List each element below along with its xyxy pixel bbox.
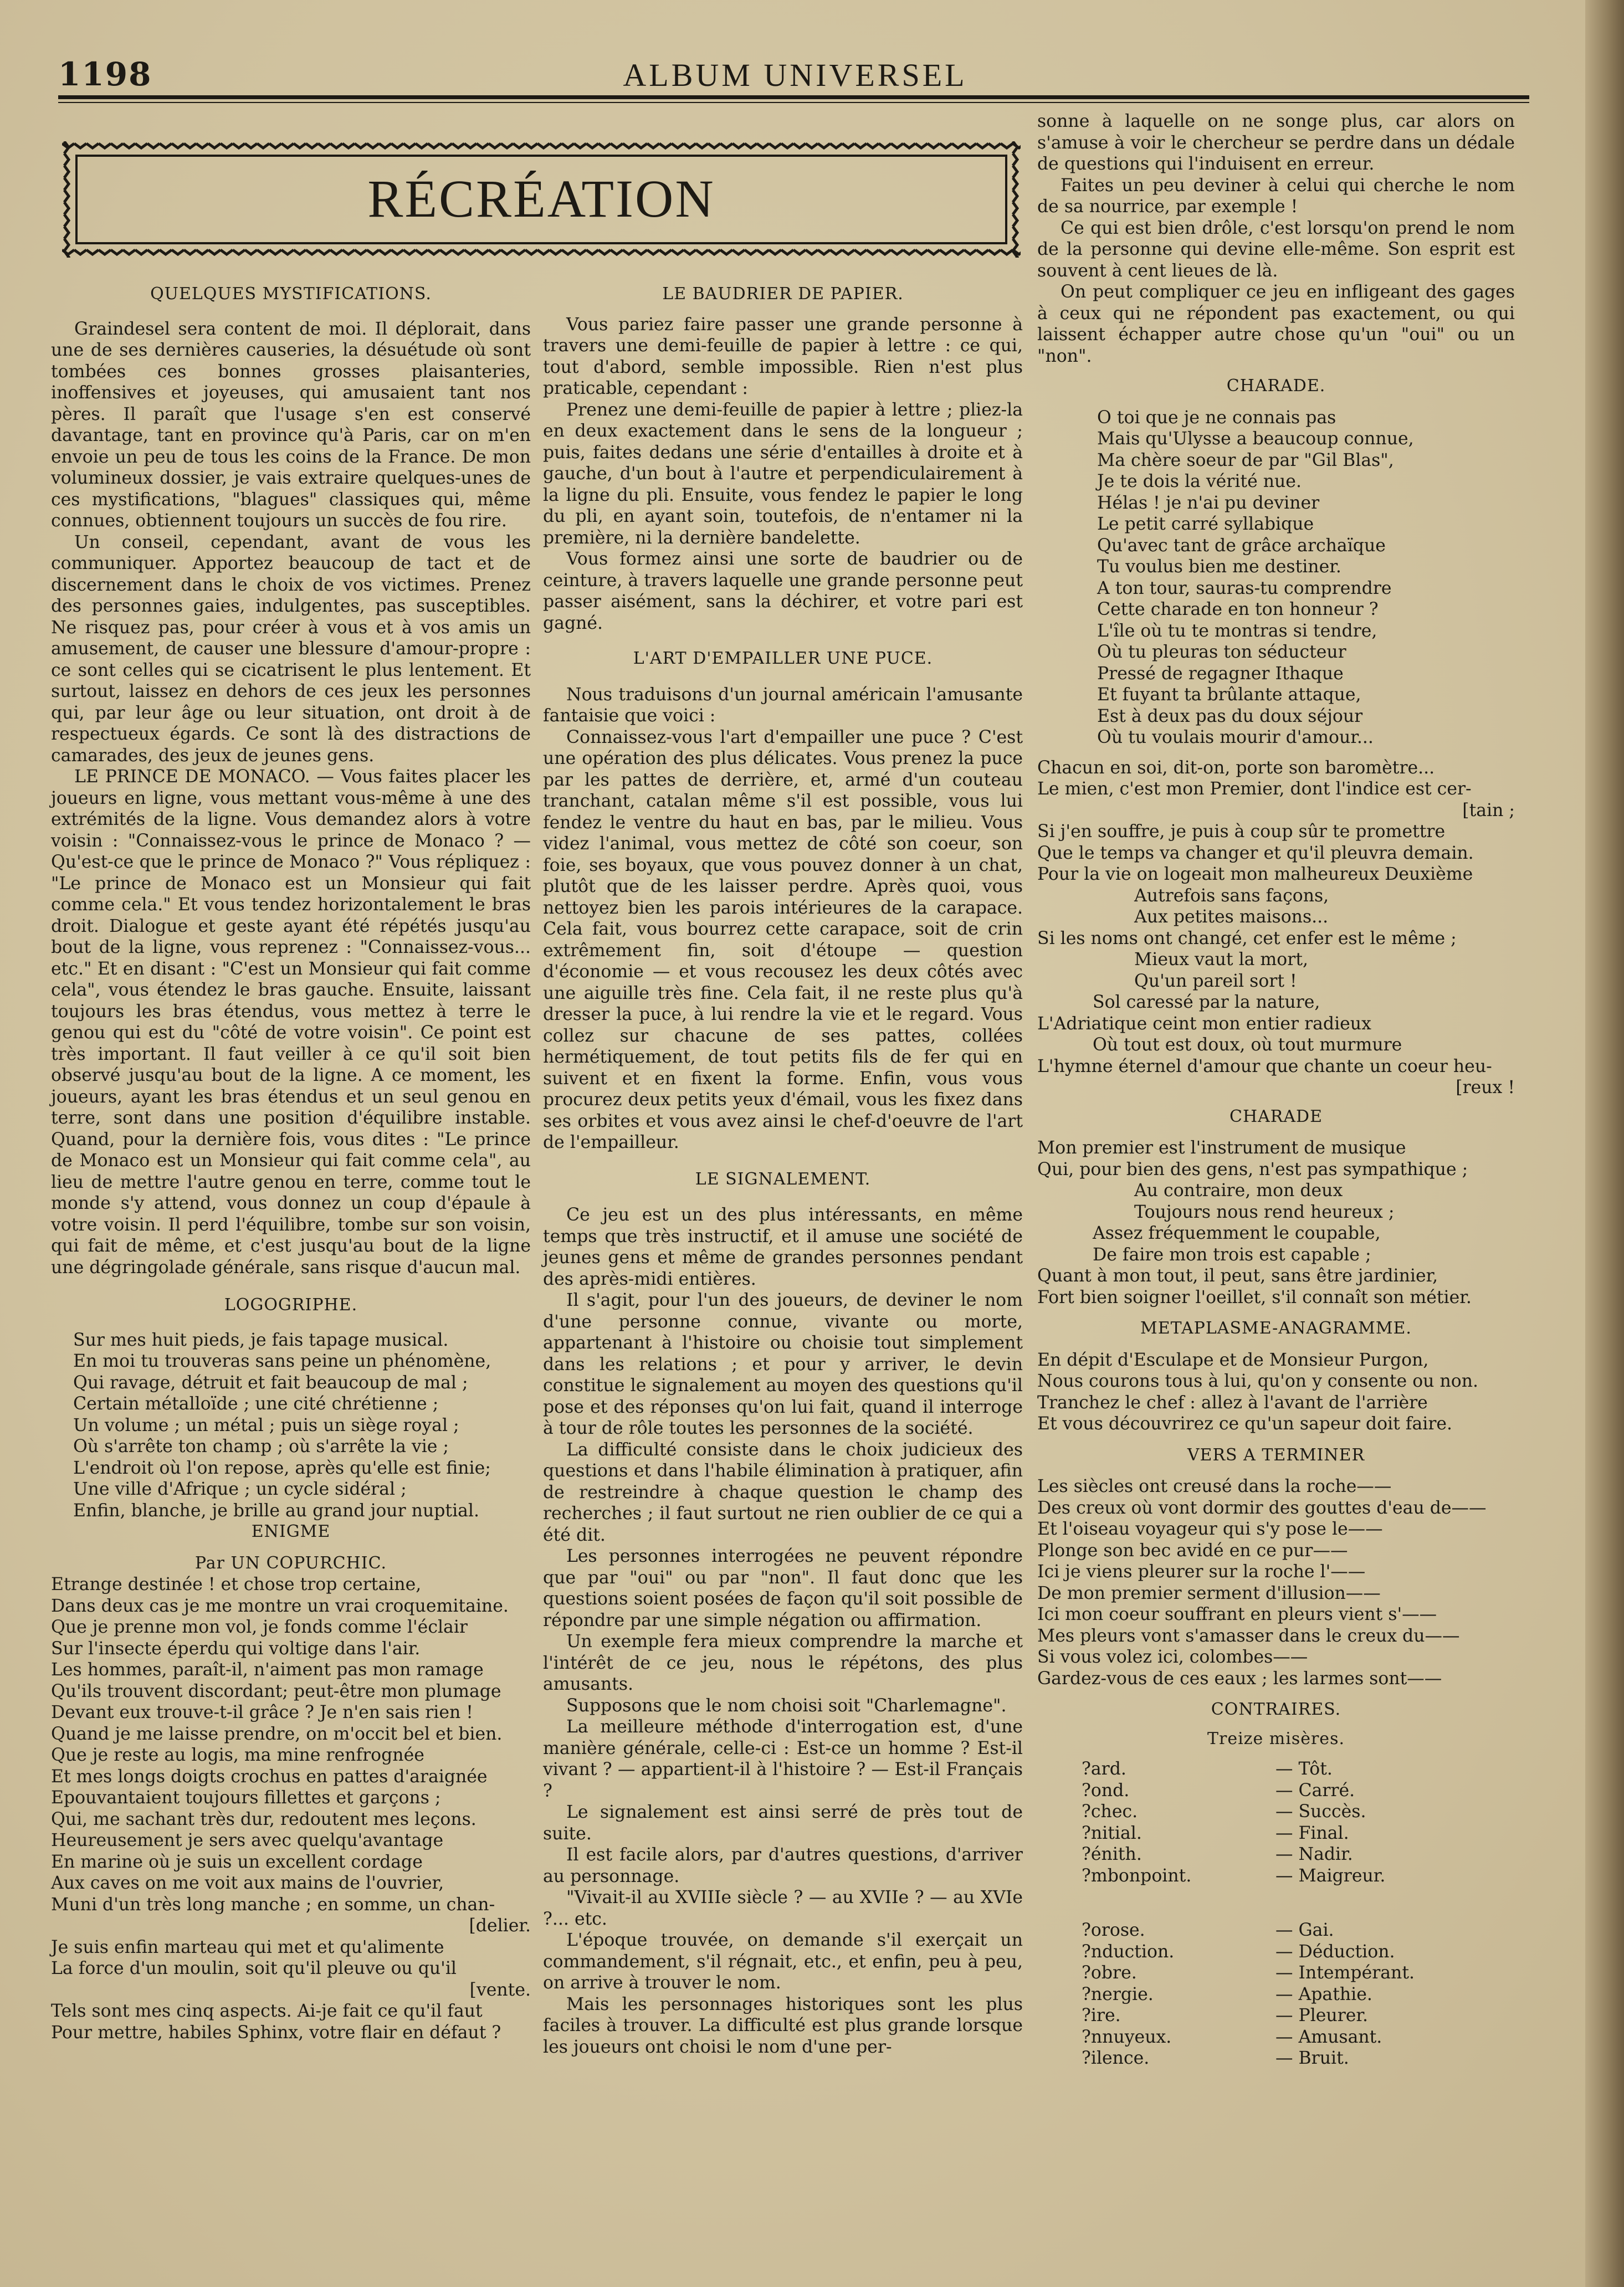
paragraph: "Vivait-il au XVIIIe siècle ? — au XVIIe ? — au XVIe ?... etc. <box>543 1888 1023 1929</box>
verse-line: Où tu voulais mourir d'amour... <box>1097 727 1374 747</box>
verse-line: Mes pleurs vont s'amasser dans le creux du—— <box>1037 1625 1460 1646</box>
verse-line: Si les noms ont changé, cet enfer est le même ; <box>1037 928 1457 948</box>
verse-line: Mieux vaut la mort, <box>1134 950 1309 970</box>
verse-line: Où tout est doux, où tout murmure <box>1093 1035 1402 1055</box>
paragraph: Ce jeu est un des plus intéressants, en même temps que très instructif, et il amuse une société de jeunes gens et même de grandes personnes pendant des après-midi entières. <box>543 1205 1023 1289</box>
verse-line: Ici je viens pleurer sur la roche l'—— <box>1037 1562 1366 1582</box>
verse-line: Quand je me laisse prendre, on m'occit bel et bien. <box>51 1724 503 1744</box>
page-spine-shadow <box>1585 0 1624 2287</box>
heading-metaplasme: METAPLASME-ANAGRAMME. <box>1140 1319 1412 1338</box>
acrostic-word: ?ilence. <box>1082 2048 1150 2068</box>
acrostic-word: ?ond. <box>1082 1780 1130 1801</box>
verse-line: En dépit d'Esculape et de Monsieur Purgon, <box>1037 1350 1429 1370</box>
verse-line: Au contraire, mon deux <box>1134 1181 1343 1201</box>
verse-line: Tels sont mes cinq aspects. Ai-je fait ce qu'il faut <box>51 2001 483 2021</box>
paragraph: Les personnes interrogées ne peuvent répondre que par "oui" ou par "non". Il faut donc que les questions soient posées de façon qu'il soit possible de répondre par une simple négation ou affirmation. <box>543 1546 1023 1630</box>
verse-line: Mon premier est l'instrument de musique <box>1037 1138 1406 1158</box>
acrostic-word: ?mbonpoint. <box>1082 1865 1192 1886</box>
heading-puce: L'ART D'EMPAILLER UNE PUCE. <box>633 649 933 668</box>
verse-line: Je te dois la vérité nue. <box>1097 471 1302 491</box>
journal-title: ALBUM UNIVERSEL <box>623 57 967 93</box>
paragraph: Graindesel sera content de moi. Il déplorait, dans une de ses dernières causeries, la désuétude où sont tombées ces bonnes grosses plaisanteries, inoffensives et joyeuses, qui amusaient tant nos pères. Il paraît que l'usage s'en est conservé davantage, tant en province qu'à Paris, car on m'en envoie un peu de tous les coins de la France. De mon volumineux dossier, je vais extraire quelques-unes de ces mystifications, "blagues" classiques qui, même connues, obtiennent toujours un succès de fou rire. <box>51 319 531 531</box>
heading-logogriphe: LOGOGRIPHE. <box>224 1295 358 1315</box>
verse-line: Et fuyant ta brûlante attaque, <box>1097 685 1361 705</box>
acrostic-opposite: — Bruit. <box>1275 2048 1349 2068</box>
verse-line: Epouvantaient toujours fillettes et garçons ; <box>51 1788 441 1808</box>
verse-line: Heureusement je sers avec quelqu'avantage <box>51 1830 444 1850</box>
verse-line: Qu'avec tant de grâce archaïque <box>1097 535 1386 556</box>
verse-line: Aux petites maisons... <box>1134 907 1329 927</box>
acrostic-word: ?ard. <box>1082 1759 1126 1779</box>
acrostic-word: ?chec. <box>1082 1802 1138 1822</box>
page-header <box>58 55 1532 94</box>
verse-line: Autrefois sans façons, <box>1134 885 1329 906</box>
acrostic-word: ?nduction. <box>1082 1941 1175 1962</box>
verse-line: En moi tu trouveras sans peine un phénomène, <box>73 1351 491 1371</box>
verse-line: Que je prenne mon vol, je fonds comme l'éclair <box>51 1617 468 1637</box>
verse-line: Assez fréquemment le coupable, <box>1093 1223 1381 1243</box>
paragraph: Le signalement est ainsi serré de près tout de suite. <box>543 1802 1023 1844</box>
verse-line: De faire mon trois est capable ; <box>1093 1244 1371 1265</box>
acrostic-word: ?nitial. <box>1082 1823 1142 1843</box>
acrostic-opposite: — Carré. <box>1275 1780 1355 1801</box>
verse-line: Mais qu'Ulysse a beaucoup connue, <box>1097 429 1414 449</box>
verse-line: De mon premier serment d'illusion—— <box>1037 1583 1381 1603</box>
verse-line: L'hymne éternel d'amour que chante un coeur heu- <box>1037 1056 1492 1076</box>
heading-signalement: LE SIGNALEMENT. <box>695 1169 871 1189</box>
paragraph: Prenez une demi-feuille de papier à lettre ; pliez-la en deux exactement dans le sens de la longueur ; puis, faites dedans une série d'entailles à droite et à gauche, d'un bout à l'autre et perpendiculairement à la ligne du pli. Ensuite, vous fendez le papier le long du pli, en ayant soin, toutefois, de n'entamer ni la première, ni la dernière bandelette. <box>543 399 1023 548</box>
heading-enigme: ENIGME <box>251 1522 331 1541</box>
verse-line: Que le temps va changer et qu'il pleuvra demain. <box>1037 843 1474 863</box>
acrostic-word: ?ire. <box>1082 2006 1121 2026</box>
verse-line: Gardez-vous de ces eaux ; les larmes sont—— <box>1037 1668 1442 1689</box>
charade-verse-part2 <box>1037 757 1515 1099</box>
verse-line: Sol caressé par la nature, <box>1093 992 1320 1012</box>
metaplasme-verse <box>1037 1350 1515 1435</box>
paragraph: Ce qui est bien drôle, c'est lorsqu'on prend le nom de la personne qui devine elle-même. Son esprit est souvent à cent lieues de là. <box>1037 218 1515 281</box>
verse-line: Ici mon coeur souffrant en pleurs vient s'—— <box>1037 1604 1437 1624</box>
verse-line: Si j'en souffre, je puis à coup sûr te promettre <box>1037 822 1446 842</box>
verse-line: Le mien, c'est mon Premier, dont l'indice est cer- <box>1037 779 1472 799</box>
verse-line: Et mes longs doigts crochus en pattes d'araignée <box>51 1766 488 1787</box>
verse-line: Plonge son bec avidé en ce pur—— <box>1037 1540 1348 1561</box>
verse-line: Chacun en soi, dit-on, porte son baromètre... <box>1037 757 1435 778</box>
logogriphe-verse <box>73 1330 531 1522</box>
heading-charade-2: CHARADE <box>1229 1106 1323 1126</box>
enigme-verse <box>51 1574 531 2043</box>
column-2 <box>543 284 1023 2058</box>
acrostic-opposite: — Déduction. <box>1275 1941 1395 1962</box>
verse-line: Où s'arrête ton champ ; où s'arrête la vie ; <box>73 1437 449 1457</box>
acrostic-opposite: — Pleurer. <box>1275 2006 1369 2026</box>
acrostic-opposite: — Gai. <box>1275 1920 1334 1940</box>
verse-line: Qu'ils trouvent discordant; peut-être mon plumage <box>51 1681 501 1701</box>
verse-line: Hélas ! je n'ai pu deviner <box>1097 493 1320 513</box>
heading-baudrier: LE BAUDRIER DE PAPIER. <box>662 284 904 304</box>
acrostic-opposite: — Apathie. <box>1275 1984 1372 2004</box>
paragraph: Il s'agit, pour l'un des joueurs, de deviner le nom d'une personne connue, vivante ou morte, appartenant à l'histoire ou choisie tout simplement dans les relations ; et pour y arriver, le devin constitue le signalement au moyen des questions qu'il pose et des réponses qu'on lui fait, quand il interroge à tour de rôle toutes les personnes de la société. <box>543 1290 1023 1438</box>
verse-line: La force d'un moulin, soit qu'il pleuve ou qu'il <box>51 1958 457 1978</box>
verse-line: Les siècles ont creusé dans la roche—— <box>1037 1476 1392 1496</box>
paragraph: Mais les personnages historiques sont les plus faciles à trouver. La difficulté est plus grande lorsque les joueurs ont choisi le nom d'une per- <box>543 1994 1023 2057</box>
verse-line: Je suis enfin marteau qui met et qu'alimente <box>51 1937 444 1957</box>
verse-line: Tranchez le chef : allez à l'avant de l'arrière <box>1037 1392 1428 1413</box>
acrostic-word: ?orose. <box>1082 1920 1145 1940</box>
verse-line: [reux ! <box>1456 1078 1515 1098</box>
verse-line: Et vous découvrirez ce qu'un sapeur doit faire. <box>1037 1414 1453 1434</box>
verse-line: Aux caves on me voit aux mains de l'ouvrier, <box>51 1873 444 1893</box>
acrostic-word: ?obre. <box>1082 1963 1137 1983</box>
paragraph: Supposons que le nom choisi soit "Charlemagne". <box>566 1695 1007 1716</box>
paragraph: Nous traduisons d'un journal américain l'amusante fantaisie que voici : <box>543 684 1023 726</box>
verse-line: Qui, me sachant très dur, redoutent mes leçons. <box>51 1809 477 1829</box>
page-number: 1198 <box>58 55 152 93</box>
section-title: RÉCRÉATION <box>367 169 715 228</box>
verse-line: Fort bien soigner l'oeillet, s'il connaît son métier. <box>1037 1287 1472 1307</box>
verse-line: L'île où tu te montras si tendre, <box>1097 621 1377 641</box>
verse-line: Certain métalloïde ; une cité chrétienne ; <box>73 1394 439 1414</box>
paragraph: L'époque trouvée, on demande s'il exerçait un commandement, s'il régnait, etc., et enfin, peu à peu, on arrive à trouver le nom. <box>543 1930 1023 1993</box>
acrostic-opposite: — Tôt. <box>1275 1759 1333 1779</box>
verse-line: O toi que je ne connais pas <box>1097 407 1336 428</box>
paragraph: Connaissez-vous l'art d'empailler une puce ? C'est une opération des plus délicates. Vous prenez la puce par les pattes de derrière, et, armé d'un couteau tranchant, catalan même s'il est possible, vous lui fendez le ventre du haut en bas, par le milieu. Vous videz l'animal, vous mettez de côté son coeur, son foie, ses boyaux, que vous pouvez donner à un chat, plutôt que de les laisser perdre. Après quoi, vous nettoyez bien les parois intérieures de la carapace. Cela fait, vous bourrez cette carapace, soit de crin extrêmement fin, soit d'étoupe — question d'économie — et vous recousez les deux côtés avec une aiguille très fine. Cela fait, il ne reste plus qu'à dresser la puce, à lui rendre la vie et le regard. Vous collez sur chacune de ses pattes, collées hermétiquement, de tout petits fils de fer qui en suivent et en fixent la forme. Enfin, vous vous procurez deux petits yeux d'émail, vous les fixez dans ses orbites et vous avez ainsi le chef-d'oeuvre de l'art de l'empailleur. <box>543 727 1023 1152</box>
verse-line: Tu voulus bien me destiner. <box>1097 557 1341 577</box>
acrostic-word: ?nergie. <box>1082 1984 1154 2004</box>
verse-line: L'endroit où l'on repose, après qu'elle est finie; <box>73 1458 491 1478</box>
acrostic-opposite: — Succès. <box>1275 1802 1366 1822</box>
verse-line: L'Adriatique ceint mon entier radieux <box>1037 1013 1371 1034</box>
column-3 <box>1037 111 1515 2069</box>
acrostic-opposite: — Intempérant. <box>1275 1963 1415 1983</box>
paragraph: On peut compliquer ce jeu en infligeant des gages à ceux qui ne répondent pas exactement, ou qui laissent échapper autre chose qu'un "oui" ou un "non". <box>1037 282 1515 366</box>
verse-line: Que je reste au logis, ma mine renfrognée <box>51 1745 424 1765</box>
paragraph: Faites un peu deviner à celui qui cherche le nom de sa nourrice, par exemple ! <box>1037 175 1515 217</box>
verse-line: Où tu pleuras ton séducteur <box>1097 642 1346 662</box>
heading-vers: VERS A TERMINER <box>1187 1445 1365 1465</box>
verse-line: Nous courons tous à lui, qu'on y consente ou non. <box>1037 1371 1479 1391</box>
acrostic-opposite: — Amusant. <box>1275 2027 1382 2047</box>
verse-line: Un volume ; un métal ; puis un siège royal ; <box>73 1415 459 1435</box>
contraires-list-2 <box>1048 1920 1515 2069</box>
verse-line: Qui, pour bien des gens, n'est pas sympathique ; <box>1037 1159 1468 1180</box>
verse-line: Cette charade en ton honneur ? <box>1097 599 1379 619</box>
verse-line: Une ville d'Afrique ; un cycle sidéral ; <box>73 1479 407 1499</box>
paragraph: LE PRINCE DE MONACO. — Vous faites placer les joueurs en ligne, vous mettant vous-même à une des extrémités de la ligne. Vous demandez alors à votre voisin : "Connaissez-vous le prince de Monaco ? — Qu'est-ce que le prince de Monaco ?" Vous répliquez : "Le prince de Monaco est un Monsieur qui fait comme cela." Et vous tendez horizontalement le bras droit. Dialogue et geste ayant été répétés jusqu'au bout de la ligne, vous reprenez : "Connaissez-vous... etc." Et en disant : "C'est un Monsieur qui fait comme cela", vous étendez le bras gauche. Ensuite, laissant toujours les bras étendus, vous mettez à terre le genou qui est du "côté de votre voisin". Ce point est très important. Il faut veiller à ce qu'il soit bien observé jusqu'au bout de la ligne. A ce moment, les joueurs, ayant les bras étendus et un seul genou en terre, sont dans une position d'équilibre instable. Quand, pour la dernière fois, vous dites : "Le prince de Monaco est un Monsieur qui fait comme cela", au lieu de mettre l'autre genou en terre, comme tout le monde s'y attend, vous donnez un coup d'épaule à votre voisin. Il perd l'équilibre, tombe sur son voisin, qui fait de même, et c'est jusqu'au bout de la ligne une dégringolade générale, sans risque d'aucun mal. <box>51 767 531 1278</box>
verse-line: [delier. <box>469 1916 531 1936</box>
paragraph: La difficulté consiste dans le choix judicieux des questions et dans l'habile élimination à pratiquer, afin de restreindre à chaque question le champ des recherches ; il faut surtout ne rien oublier de ce qui a été dit. <box>543 1439 1023 1545</box>
verse-line: Si vous volez ici, colombes—— <box>1037 1647 1308 1667</box>
verse-line: Des creux où vont dormir des gouttes d'eau de—— <box>1037 1498 1487 1518</box>
heading-contraires: CONTRAIRES. <box>1211 1700 1341 1719</box>
verse-line: Pour la vie on logeait mon malheureux Deuxième <box>1037 864 1473 884</box>
acrostic-opposite: — Maigreur. <box>1275 1865 1386 1886</box>
verse-line: En marine où je suis un excellent cordage <box>51 1852 423 1872</box>
verse-line: Ma chère soeur de par "Gil Blas", <box>1097 450 1394 470</box>
contraires-list-1 <box>1048 1758 1515 1886</box>
verse-line: A ton tour, sauras-tu comprendre <box>1097 578 1392 598</box>
paragraph: Un conseil, cependant, avant de vous les communiquer. Apportez beaucoup de tact et de discernement dans le choix de vos victimes. Prenez des personnes gaies, indulgentes, pas susceptibles. Ne risquez pas, pour créer à vous et à vos amis un amusement, de causer une blessure d'amour-propre : ce sont celles qui se cicatrisent le plus lentement. Et surtout, laissez en dehors de ces jeux les personnes qui, par leur âge ou leur situation, ont droit à de respectueux égards. Ce sont là des distractions de camarades, des jeux de jeunes gens. <box>51 532 531 766</box>
verse-line: Etrange destinée ! et chose trop certaine, <box>51 1575 422 1594</box>
acrostic-word: ?énith. <box>1082 1844 1142 1864</box>
verse-line: Est à deux pas du doux séjour <box>1097 706 1363 726</box>
verse-line: Le petit carré syllabique <box>1097 514 1314 534</box>
paragraph: sonne à laquelle on ne songe plus, car alors on s'amuse à voir le chercheur se perdre dans un dédale de questions qui l'induisent en erreur. <box>1037 111 1515 174</box>
acrostic-opposite: — Nadir. <box>1275 1844 1353 1864</box>
section-title-box <box>62 141 1021 258</box>
verse-line: Toujours nous rend heureux ; <box>1134 1202 1395 1222</box>
vers-verse <box>1037 1476 1515 1689</box>
verse-line: [tain ; <box>1462 800 1515 821</box>
verse-line: Devant eux trouve-t-il grâce ? Je n'en sais rien ! <box>51 1703 473 1722</box>
verse-line: Enfin, blanche, je brille au grand jour nuptial. <box>73 1500 480 1521</box>
header-rule <box>58 95 1529 99</box>
paragraph: Il est facile alors, par d'autres questions, d'arriver au personnage. <box>543 1845 1023 1886</box>
verse-line: Quant à mon tout, il peut, sans être jardinier, <box>1037 1266 1438 1286</box>
verse-line: Sur mes huit pieds, je fais tapage musical. <box>73 1330 449 1350</box>
heading-charade: CHARADE. <box>1226 376 1326 396</box>
header-rule-thin <box>58 102 1529 103</box>
paragraph: La meilleure méthode d'interrogation est, d'une manière générale, celle-ci : Est-ce un homme ? Est-il vivant ? — appartient-il à l'histoire ? — Est-il Français ? <box>543 1717 1023 1801</box>
verse-line: Et l'oiseau voyageur qui s'y pose le—— <box>1037 1519 1383 1539</box>
column-1 <box>51 284 531 2043</box>
verse-line: Dans deux cas je me montre un vrai croquemitaine. <box>51 1596 509 1616</box>
charade-verse <box>1097 407 1515 748</box>
verse-line: Qu'un pareil sort ! <box>1134 971 1297 991</box>
acrostic-opposite: — Final. <box>1275 1823 1349 1843</box>
acrostic-word: ?nnuyeux. <box>1082 2027 1172 2047</box>
paragraph: Un exemple fera mieux comprendre la marche et l'intérêt de ce jeu, nous le répétons, des plus amusants. <box>543 1632 1023 1694</box>
verse-line: Muni d'un très long manche ; en somme, un chan- <box>51 1894 495 1915</box>
paragraph: Vous pariez faire passer une grande personne à travers une demi-feuille de papier à lettre : ce qui, tout d'abord, semble impossible. Rien n'est plus praticable, cependant : <box>543 314 1023 398</box>
contraires-subheading: Treize misères. <box>1207 1729 1345 1748</box>
paragraph: Vous formez ainsi une sorte de baudrier ou de ceinture, à travers laquelle une grande personne peut passer aisément, sans la déchirer, et votre pari est gagné. <box>543 549 1023 633</box>
verse-line: Les hommes, paraît-il, n'aiment pas mon ramage <box>51 1660 484 1680</box>
charade2-verse <box>1037 1137 1515 1308</box>
heading-mystifications: QUELQUES MYSTIFICATIONS. <box>150 284 432 304</box>
verse-line: Pressé de regagner Ithaque <box>1097 663 1344 684</box>
enigme-byline: Par UN COPURCHIC. <box>194 1553 387 1573</box>
verse-line: [vente. <box>469 1980 531 2000</box>
verse-line: Sur l'insecte éperdu qui voltige dans l'air. <box>51 1638 421 1659</box>
verse-line: Pour mettre, habiles Sphinx, votre flair en défaut ? <box>51 2022 501 2043</box>
verse-line: Qui ravage, détruit et fait beaucoup de mal ; <box>73 1372 468 1393</box>
